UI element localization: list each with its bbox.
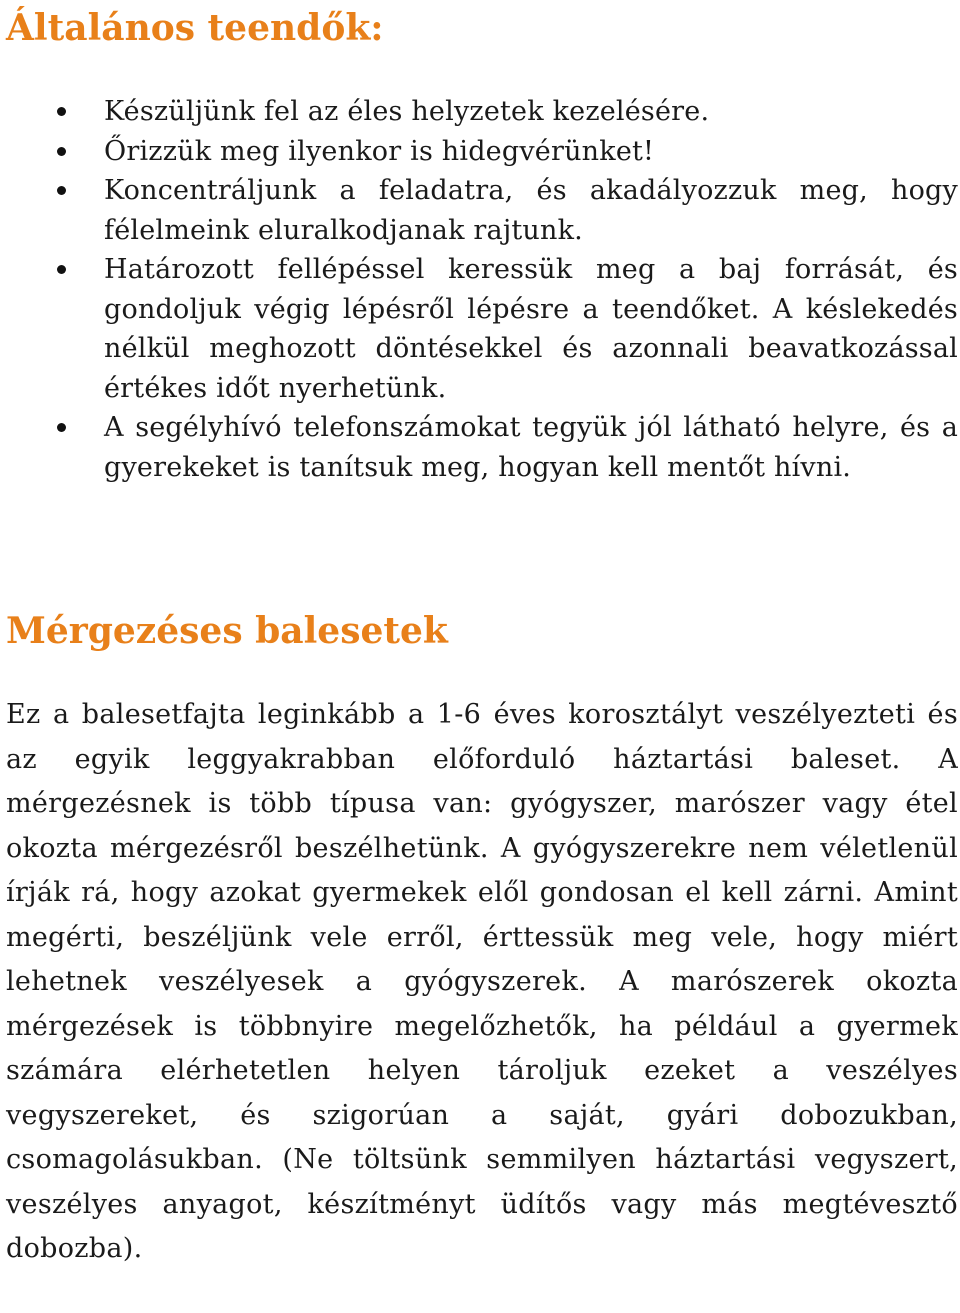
bullet-icon [57,147,66,156]
list-item [0,92,958,132]
list-item-text: Koncentráljunk a feladatra, és akadályozzuk meg, hogy félelmeink eluralkodjanak rajtunk. [104,175,958,246]
poisoning-paragraph: Ez a balesetfajta leginkább a 1-6 éves korosztályt veszélyezteti és az egyik leggyakrabban előforduló háztartási baleset. A mérgezésnek is több típusa van: gyógyszer, marószer vagy étel okozta mérgezésről beszélhetünk. A gyógyszerekre nem véletlenül írják rá, hogy azokat gyermekek elől gondosan el kell zárni. Amint megérti, beszéljünk vele erről, érttessük meg vele, hogy miért lehetnek veszélyesek a gyógyszerek. A marószerek okozta mérgezések is többnyire megelőzhetők, ha például a gyermek számára elérhetetlen helyen tároljuk ezeket a veszélyes vegyszereket, és szigorúan a saját, gyári dobozukban, csomagolásukban. (Ne töltsünk semmilyen háztartási vegyszert, veszélyes anyagot, készítményt üdítős vagy más megtévesztő dobozba). [6,699,958,1264]
bullet-icon [57,265,66,274]
section-title-poisoning: Mérgezéses balesetek [6,610,448,652]
list-item [0,408,958,487]
list-item-text: Készüljünk fel az éles helyzetek kezelésére. [104,96,710,127]
general-tasks-list [0,92,958,487]
bullet-icon [57,107,66,116]
list-item-text: A segélyhívó telefonszámokat tegyük jól látható helyre, és a gyerekeket is tanítsuk meg, hogyan kell mentőt hívni. [104,412,958,483]
list-item-text: Őrizzük meg ilyenkor is hidegvérünket! [104,135,655,167]
list-item-text: Határozott fellépéssel keressük meg a baj forrását, és gondoljuk végig lépésről lépésre a teendőket. A késlekedés nélkül meghozott döntésekkel és azonnali beavatkozással értékes időt nyerhetünk. [104,254,958,404]
list-item [0,132,958,172]
list-item [0,171,958,250]
bullet-icon [57,186,66,195]
list-item [0,250,958,408]
section-title-general: Általános teendők: [6,7,384,49]
bullet-icon [57,423,66,432]
